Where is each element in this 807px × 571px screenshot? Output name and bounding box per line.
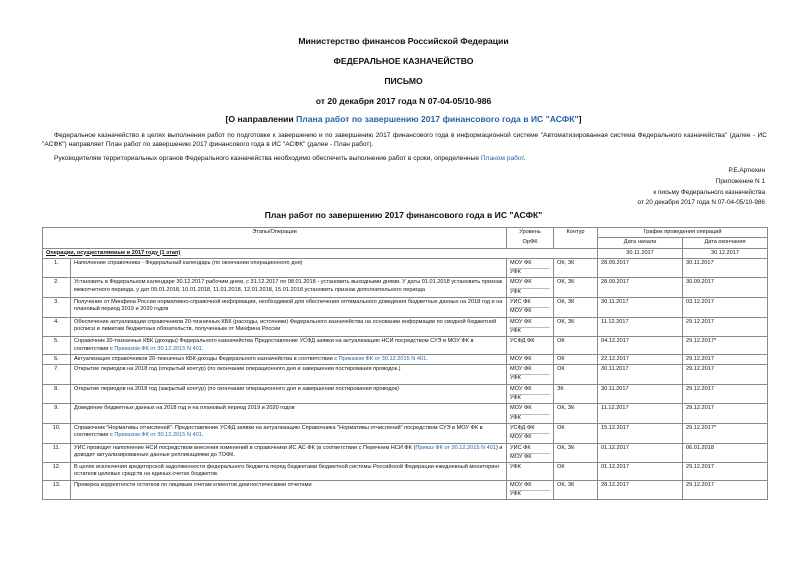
level-secondary: МОУ ФК (510, 307, 550, 315)
row-contour: ОК, ЗК (554, 317, 598, 337)
level-secondary: МОУ ФК (510, 433, 550, 441)
operation-text: Обеспечение актуализации справочников 20-тизначных КБК (расходы, источники) Федерального казначейства на основании информации по сводной бюджетной росписи и лимитам бюджетных обязательств, полученным от Минфина России (74, 318, 497, 332)
row-number: 8. (43, 384, 71, 404)
row-contour: ОК, ЗК (554, 258, 598, 278)
level-primary: МОУ ФК (510, 481, 532, 488)
row-contour: ОК (554, 354, 598, 364)
table-row (43, 337, 768, 355)
row-contour: ОК, ЗК (554, 480, 598, 500)
table-row (43, 443, 768, 463)
row-operation (71, 443, 507, 463)
row-start-date: 15.12.2017 (598, 423, 683, 443)
table-row (43, 298, 768, 318)
level-primary: УИС ФК (510, 299, 531, 306)
operation-text: Справочник 20-тизначных КБК (доходы) Федерального казначейства Предоставление УСФД заявки на актуализацию НСИ посредством СУЭ в МОУ ФК в соответствии с (74, 338, 474, 352)
section-label (43, 248, 598, 258)
signature: Р.Е.Артюхин (728, 167, 765, 174)
level-primary: МОУ ФК (510, 366, 532, 373)
row-level (507, 443, 554, 463)
row-end-date: 29.12.2017* (683, 337, 768, 355)
level-primary: МОУ ФК (510, 318, 532, 325)
level-secondary: МОУ ФК (510, 453, 550, 461)
row-operation (71, 463, 507, 481)
row-end-date: 30.09.2017 (683, 278, 768, 298)
operation-text: Наполнение справочника - Федеральный календарь (по окончании операционного дня) (74, 259, 303, 266)
row-contour: ОК (554, 423, 598, 443)
doc-date-number: от 20 декабря 2017 года N 07-04-05/10-986 (315, 96, 492, 106)
plan-table (42, 227, 768, 500)
row-contour: ЗК (554, 384, 598, 404)
row-number: 1. (43, 258, 71, 278)
order-link[interactable]: Приказом ФК от 30.12.2015 N 401 (338, 355, 427, 362)
appendix-line-1: Приложение N 1 (715, 178, 765, 185)
header-contour: Контур (554, 228, 598, 249)
table-row (43, 365, 768, 385)
row-operation (71, 423, 507, 443)
row-operation (71, 317, 507, 337)
table-row (43, 480, 768, 500)
header-level-line2: ОрФК (522, 239, 538, 246)
level-primary: МОУ ФК (510, 259, 532, 266)
row-operation (71, 384, 507, 404)
row-number: 7. (43, 365, 71, 385)
section-row (43, 248, 768, 258)
header-level (507, 228, 554, 249)
row-end-date: 29.12.2017 (683, 384, 768, 404)
table-row (43, 423, 768, 443)
row-operation (71, 298, 507, 318)
order-link[interactable]: Приказом ФК от 30.12.2015 N 401 (114, 345, 202, 352)
level-primary: МОУ ФК (510, 355, 532, 362)
level-secondary: УФК (510, 374, 550, 382)
operation-text: Открытие периодов на 2018 год (открытый контур) (по окончании операционного дня и завершении постирования проводок.) (74, 366, 401, 373)
row-start-date: 01.12.2017 (598, 443, 683, 463)
row-contour: ОК, ЗК (554, 298, 598, 318)
operation-text: Доведение бюджетных данных на 2018 год и на плановый период 2019 и 2020 годов (74, 405, 295, 412)
row-operation (71, 365, 507, 385)
row-level (507, 298, 554, 318)
level-primary: МОУ ФК (510, 405, 532, 412)
order-link[interactable]: Приказ ФК от 30.12.2015 N 401 (415, 444, 496, 451)
row-end-date: 29.12.2017 (683, 463, 768, 481)
row-start-date: 11.12.2017 (598, 404, 683, 424)
row-start-date: 28.09.2017 (598, 258, 683, 278)
row-start-date: 30.11.2017 (598, 298, 683, 318)
row-end-date: 29.12.2017 (683, 317, 768, 337)
p2-end: . (523, 155, 526, 162)
row-contour: ОК (554, 365, 598, 385)
row-level (507, 480, 554, 500)
row-level (507, 463, 554, 481)
row-contour: ОК (554, 463, 598, 481)
row-contour: ОК (554, 337, 598, 355)
row-start-date: 30.11.2017 (598, 365, 683, 385)
agency-heading: ФЕДЕРАЛЬНОЕ КАЗНАЧЕЙСТВО (333, 56, 474, 66)
body-paragraph-1: Федеральное казначейство в целях выполнения работ по подготовке к завершению и по завершению 2017 финансового года в информационной системе "Автоматизированная система Федерального казначейства" (далее - ИС "АСФК") направляет План работ по завершению 2017 финансового года в ИС "АСФК" (далее - План работ). (42, 132, 767, 148)
level-primary: МОУ ФК (510, 385, 532, 392)
row-end-date: 29.12.2017* (683, 423, 768, 443)
plan-title: План работ по завершению 2017 финансового года в ИС "АСФК" (264, 210, 543, 220)
table-header-row (43, 228, 768, 238)
row-operation (71, 337, 507, 355)
row-start-date: 01.12.2017 (598, 463, 683, 481)
table-row (43, 317, 768, 337)
operation-text-tail: . (201, 345, 204, 352)
operation-text: Справочник "Нормативы отчислений". Предоставление УСФД заявки на актуализацию Справочника "Нормативы отчислений" посредством СУЭ в МОУ ФК в соответствии с (74, 424, 483, 439)
table-row (43, 463, 768, 481)
subject-plan-link[interactable]: Плана работ по завершению 2017 финансового года в ИС "АСФК" (296, 114, 579, 124)
level-primary: МОУ ФК (510, 279, 532, 286)
operation-text: Открытие периодов на 2018 год (закрытый контур) (по окончании операционного дня и завершении постирования проводок) (74, 385, 400, 392)
row-end-date: 06.01.2018 (683, 443, 768, 463)
row-level (507, 278, 554, 298)
table-row (43, 404, 768, 424)
table-row (43, 258, 768, 278)
row-end-date: 29.12.2017 (683, 365, 768, 385)
row-end-date: 29.12.2017 (683, 480, 768, 500)
header-start-date: Дата начала (598, 238, 683, 248)
row-contour: ОК, ЗК (554, 404, 598, 424)
operation-text: Получение от Минфина России нормативно-справочной информации, необходимой для обеспечения оптимального доведения бюджетных данных на 2018 год и на плановый период 2019 и 2020 годов (74, 299, 503, 313)
doc-type-heading: ПИСЬМО (384, 76, 423, 86)
row-number: 2. (43, 278, 71, 298)
level-primary: УСФД ФК (510, 338, 535, 345)
header-end-date: Дата окончания (683, 238, 768, 248)
row-level (507, 337, 554, 355)
plan-link[interactable]: Планом работ (480, 155, 524, 162)
operation-text: В целях исключения кредиторской задолженности федерального бюджета перед бюджетами бюджетной системы Российской Федерации ежедневный мониторинг остатков целевых средств на единых счетах бюджетов. (74, 464, 500, 478)
row-operation (71, 258, 507, 278)
section-start: 30.11.2017 (598, 248, 683, 258)
row-operation (71, 480, 507, 500)
level-primary: УФК (510, 464, 521, 471)
table-row (43, 354, 768, 364)
level-primary: УСФД ФК (510, 424, 535, 431)
row-contour: ОК, ЗК (554, 278, 598, 298)
row-level (507, 317, 554, 337)
operation-text-tail: . (426, 355, 428, 362)
level-primary: УИС ФК (510, 444, 531, 451)
row-number: 5. (43, 337, 71, 355)
level-secondary: УФК (510, 268, 550, 276)
header-stages: Этапы/Операции (43, 228, 507, 249)
body-paragraph-2 (42, 154, 767, 163)
header-schedule: График проведения операций (598, 228, 768, 238)
row-start-date: 11.12.2017 (598, 317, 683, 337)
row-level (507, 365, 554, 385)
table-row (43, 278, 768, 298)
row-level (507, 423, 554, 443)
row-end-date: 30.11.2017 (683, 258, 768, 278)
row-level (507, 258, 554, 278)
appendix-line-2: к письму Федерального казначейства (653, 189, 765, 196)
row-operation (71, 354, 507, 364)
operation-text-tail: ) и доводит актуализированные данные репликациями до ТОФК. (74, 444, 503, 458)
level-secondary: УФК (510, 490, 550, 498)
appendix-line-3: от 20 декабря 2017 года N 07-04-05/10-986 (637, 199, 765, 206)
row-operation (71, 278, 507, 298)
level-secondary: УФК (510, 327, 550, 335)
row-end-date: 29.12.2017 (683, 354, 768, 364)
level-secondary: УФК (510, 288, 550, 296)
section-end: 30.12.2017 (683, 248, 768, 258)
row-level (507, 404, 554, 424)
row-start-date: 28.09.2017 (598, 278, 683, 298)
operation-text: Установить в Федеральном календаре 30.12.2017 рабочим днем, с 31.12.2017 по 08.01.2018 - установить выходными днями. У даты 01.01.2018 установить признак межотчетного периода, у дат 09.01.2018, 10.01.2018, 11.01.2018, 12.01.2018, 15.01.2018 установить признак дополнительного периода (74, 279, 503, 293)
operation-text: УИС проводит наполнение НСИ посредством внесения изменений в справочники ИС АС ФК (в соответствии с Перечнем НСИ ФК ( (74, 444, 416, 451)
row-start-date: 22.12.2017 (598, 354, 683, 364)
section-label-text: Операции, осуществляемые в 2017 году (1 этап) (46, 249, 181, 256)
row-number: 11. (43, 443, 71, 463)
table-row (43, 384, 768, 404)
row-level (507, 384, 554, 404)
subject-suffix: ] (578, 114, 582, 124)
row-level (507, 354, 554, 364)
ministry-heading: Министерство финансов Российской Федерации (298, 36, 509, 46)
row-number: 4. (43, 317, 71, 337)
row-start-date: 04.12.2017 (598, 337, 683, 355)
row-number: 9. (43, 404, 71, 424)
p2-text: Руководителям территориальных органов Федерального казначейства необходимо обеспечить выполнение работ в сроки, определенные (54, 155, 481, 162)
row-end-date: 03.12.2017 (683, 298, 768, 318)
operation-text: Актуализация справочников 20-тизначных КБК-доходы Федерального казначейства в соответствии с (74, 355, 339, 362)
order-link[interactable]: Приказом ФК от 30.12.2015 N 401 (114, 432, 202, 439)
row-contour: ОК, ЗК (554, 443, 598, 463)
row-number: 3. (43, 298, 71, 318)
row-operation (71, 404, 507, 424)
row-number: 13. (43, 480, 71, 500)
operation-text-tail: . (201, 432, 204, 439)
level-secondary: УФК (510, 414, 550, 422)
row-start-date: 28.12.2017 (598, 480, 683, 500)
row-number: 10. (43, 423, 71, 443)
row-end-date: 29.12.2017 (683, 404, 768, 424)
row-start-date: 30.11.2017 (598, 384, 683, 404)
row-number: 12. (43, 463, 71, 481)
header-level-line1: Уровень (519, 229, 541, 235)
subject-prefix: [О направлении (225, 114, 297, 124)
doc-subject (0, 114, 807, 124)
level-secondary: УФК (510, 394, 550, 402)
row-number: 6. (43, 354, 71, 364)
operation-text: Проверка корректности остатков по лицевым счетам клиентов диагностическими отчетами (74, 481, 312, 488)
